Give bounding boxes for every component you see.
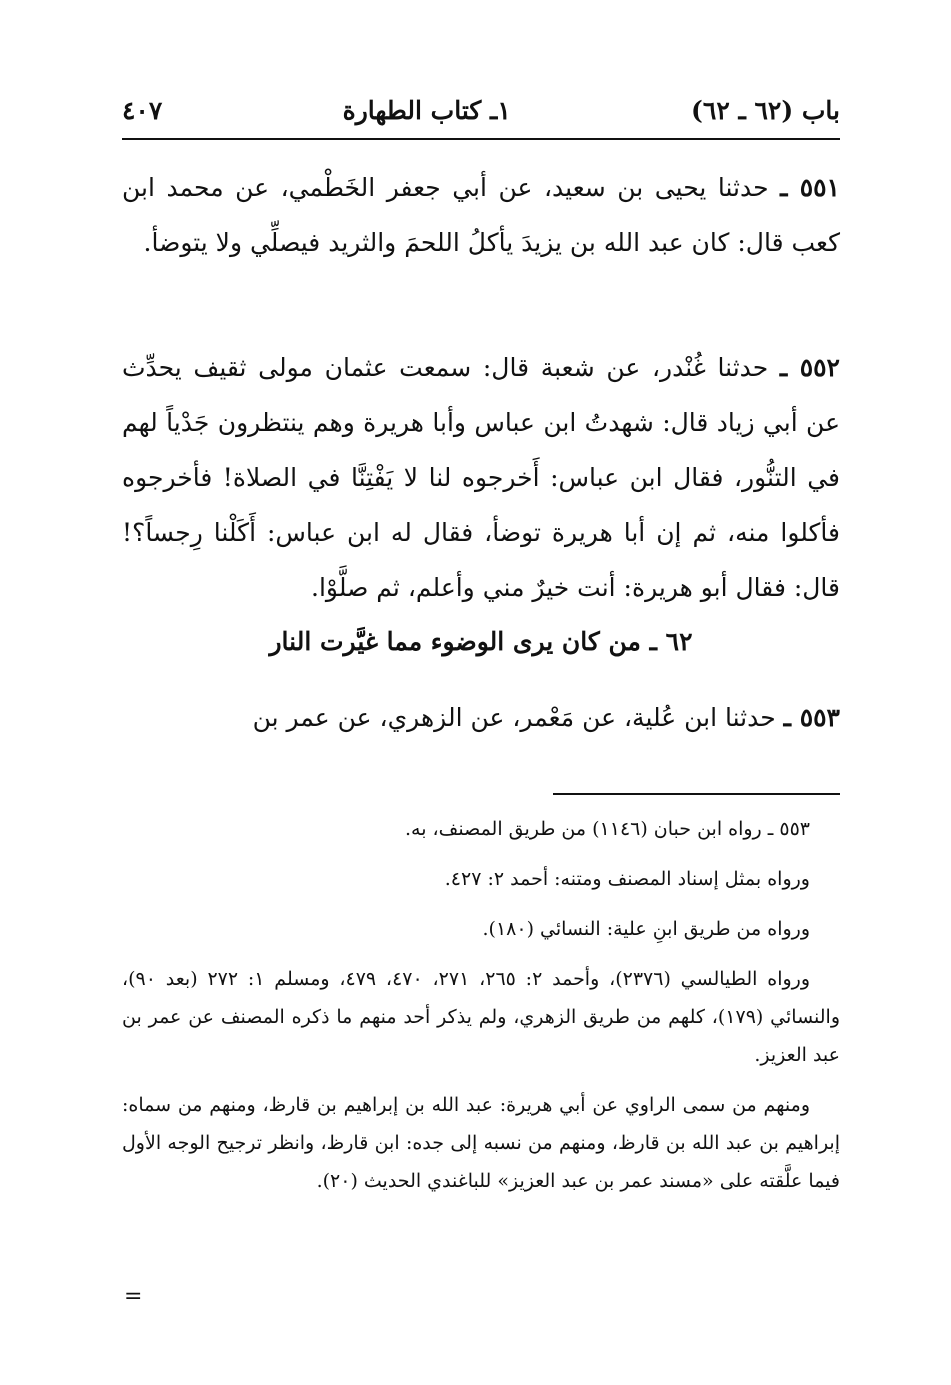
footnote-paragraph: ٥٥٣ ـ رواه ابن حبان (١١٤٦) من طريق المصنف، به. — [405, 818, 810, 840]
footnotes-section — [122, 810, 840, 1212]
continuation-mark: = — [124, 1284, 143, 1309]
page-number: ٤٠٧ — [122, 95, 163, 125]
hadith-number: ٥٥٢ ـ — [779, 353, 840, 382]
footnote-paragraph: ورواه الطيالسي (٢٣٧٦)، وأحمد ٢: ٢٦٥، ٢٧١، ٤٧٠، ٤٧٩، ومسلم ١: ٢٧٢ (بعد ٩٠)، والنسائي (١٧٩)، كلهم من طريق الزهري، ولم يذكر أحد منهم ما ذكره المصنف عن عمر بن عبد العزيز. — [122, 968, 840, 1066]
header-divider — [122, 138, 840, 140]
hadith-text: حدثنا غُنْدر، عن شعبة قال: سمعت عثمان مولى ثقيف يحدِّث عن أبي زياد قال: شهدتُ ابن عباس وأبا هريرة وهم ينتظرون جَدْياً لهم في التنُّور، فقال ابن عباس: أَخرجوه لنا لا يَفْتِنَّا في الصلاة! فأخرجوه فأكلوا منه، ثم إن أبا هريرة توضأ، فقال له ابن عباس: أَكَلْنا رِجساً؟! قال: فقال أبو هريرة: أنت خيرٌ مني وأعلم، ثم صلَّوْا. — [122, 353, 840, 602]
hadith-text: حدثنا ابن عُلية، عن مَعْمر، عن الزهري، عن عمر بن — [252, 703, 776, 732]
hadith-552 — [122, 340, 840, 615]
hadith-number: ٥٥٣ ـ — [783, 703, 840, 732]
footnote-paragraph: ومنهم من سمى الراوي عن أبي هريرة: عبد الله بن إبراهيم بن قارظ، ومنهم من سماه: إبراهيم بن عبد الله بن قارظ، ومنهم من نسبه إلى جده: ابن قارظ، وانظر ترجيح الوجه الأول فيما علَّقته على «مسند عمر بن عبد العزيز» للباغندي الحديث (٢٠). — [122, 1094, 840, 1192]
footnote-divider — [553, 793, 840, 795]
footnote-paragraph: ورواه بمثل إسناد المصنف ومتنه: أحمد ٢: ٤٢٧. — [444, 868, 810, 890]
chapter-heading: ٦٢ ـ من كان يرى الوضوء مما غيَّرت النار — [269, 627, 693, 656]
hadith-number: ٥٥١ ـ — [780, 173, 840, 202]
hadith-text: حدثنا يحيى بن سعيد، عن أبي جعفر الخَطْمي، عن محمد ابن كعب قال: كان عبد الله بن يزيدَ يأكلُ اللحمَ والثريد فيصلِّي ولا يتوضأ. — [122, 173, 840, 257]
header-chapter: باب (٦٢ ـ ٦٢) — [691, 95, 840, 125]
footnote-paragraph: ورواه من طريق ابنِ علية: النسائي (١٨٠). — [482, 918, 810, 940]
header-book-title: ١ـ كتاب الطهارة — [342, 95, 511, 125]
running-header — [122, 90, 840, 130]
hadith-553 — [122, 690, 840, 745]
hadith-551 — [122, 160, 840, 270]
